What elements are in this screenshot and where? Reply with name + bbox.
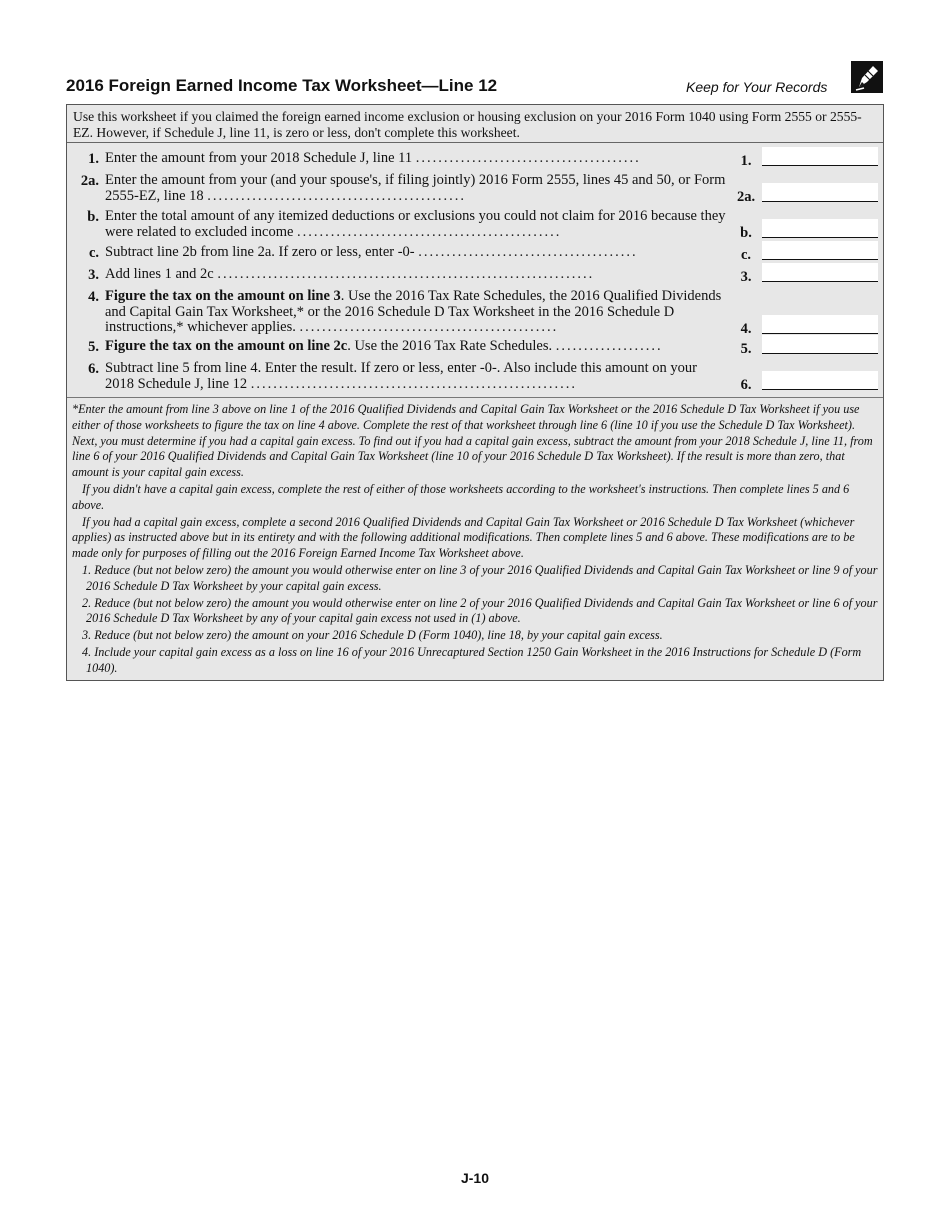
line-code: 3. — [740, 269, 752, 285]
worksheet-lines — [67, 143, 883, 397]
line-code: 6. — [740, 377, 752, 393]
line-code: 1. — [740, 153, 752, 169]
line-code: 2a. — [736, 189, 756, 205]
line-code: 5. — [740, 341, 752, 357]
line-4-amount-field[interactable] — [762, 315, 878, 334]
line-2b-amount-field[interactable] — [762, 219, 878, 238]
line-code: b. — [740, 225, 752, 241]
worksheet-intro: Use this worksheet if you claimed the foreign earned income exclusion or housing exclusion on your 2016 Form 1040 using Form 2555 or 2555-EZ. However, if Schedule J, line 11, is zero or less, don't complete this worksheet. — [67, 105, 883, 143]
line-2c-amount-field[interactable] — [762, 241, 878, 260]
line-number: 4. — [88, 289, 99, 305]
worksheet-notes — [67, 397, 883, 680]
worksheet-title: 2016 Foreign Earned Income Tax Worksheet—Line 12 — [66, 76, 498, 95]
line-number: b. — [87, 209, 99, 225]
line-number: 2a. — [80, 173, 99, 189]
pen-icon — [851, 61, 883, 93]
line-text: Enter the total amount of any itemized deductions or exclusions you could not claim for 2016 because they were related to excluded income ............................................... — [105, 208, 726, 240]
line-3-amount-field[interactable] — [762, 263, 878, 282]
line-text: Enter the amount from your 2018 Schedule J, line 11 ........................................ — [105, 150, 641, 166]
modification-item: 1. Reduce (but not below zero) the amount you would otherwise enter on line 3 of your 2016 Qualified Dividends and Capital Gain Tax Worksheet or line 9 of your 2016 Schedule D Tax Worksheet by your capital gain excess. — [82, 562, 878, 593]
line-text: Figure the tax on the amount on line 2c. Use the 2016 Tax Rate Schedules. ................... — [105, 338, 663, 354]
line-number: 5. — [88, 339, 99, 355]
line-2a-amount-field[interactable] — [762, 183, 878, 202]
worksheet-header — [66, 60, 886, 100]
keep-for-records-label: Keep for Your Records — [686, 79, 828, 95]
line-text: Figure the tax on the amount on line 3. Use the 2016 Tax Rate Schedules, the 2016 Qualified Dividends and Capital Gain Tax Worksheet,* or the 2016 Schedule D Tax Worksheet in the 2016 Schedule D instructions,* whichever applies. .............................................. — [105, 288, 722, 335]
line-number: c. — [88, 245, 99, 261]
line-text: Subtract line 2b from line 2a. If zero or less, enter -0- ....................................... — [105, 244, 638, 260]
note-paragraph: If you didn't have a capital gain excess, complete the rest of either of those worksheets according to the worksheet's instructions. Then complete lines 5 and 6 above. — [72, 481, 850, 512]
line-code: c. — [740, 247, 752, 263]
line-text: Enter the amount from your (and your spouse's, if filing jointly) 2016 Form 2555, lines 45 and 50, or Form 2555-EZ, line 18 .............................................. — [105, 172, 726, 204]
line-number: 6. — [88, 361, 99, 377]
modification-item: 2. Reduce (but not below zero) the amount you would otherwise enter on line 2 of your 2016 Qualified Dividends and Capital Gain Tax Worksheet or line 6 of your 2016 Schedule D Tax Worksheet by any of your capital gain excess not used in (1) above. — [82, 595, 878, 626]
line-number: 3. — [88, 267, 99, 283]
line-text: Add lines 1 and 2c ................................................................... — [105, 266, 595, 282]
line-code: 4. — [740, 321, 752, 337]
line-text: Subtract line 5 from line 4. Enter the result. If zero or less, enter -0-. Also include this amount on your 2018 Schedule J, line 12 .......................................................... — [105, 360, 697, 392]
note-paragraph: If you had a capital gain excess, complete a second 2016 Qualified Dividends and Capital Gain Tax Worksheet or 2016 Schedule D Tax Worksheet (whichever applies) as instructed above but in its entirety and with the following additional modifications. Then complete lines 5 and 6 above. These modifications are to be made only for purposes of filling out the 2016 Foreign Earned Income Tax Worksheet above. — [72, 514, 855, 561]
line-6-amount-field[interactable] — [762, 371, 878, 390]
modification-item: 3. Reduce (but not below zero) the amount on your 2016 Schedule D (Form 1040), line 18, by your capital gain excess. — [82, 628, 663, 643]
footnote: *Enter the amount from line 3 above on line 1 of the 2016 Qualified Dividends and Capital Gain Tax Worksheet or the 2016 Schedule D Tax Worksheet if you use either of those worksheets to figure the tax on line 4 above. Complete the rest of that worksheet through line 6 (line 10 if you use the Schedule D Tax Worksheet). Next, you must determine if you had a capital gain excess. To find out if you had a capital gain excess, subtract the amount from your 2018 Schedule J, line 11, from line 6 of your 2016 Qualified Dividends and Capital Gain Tax Worksheet (line 10 of your 2016 Schedule D Tax Worksheet). If the result is more than zero, that amount is your capital gain excess. — [72, 402, 873, 480]
modification-item: 4. Include your capital gain excess as a loss on line 16 of your 2016 Unrecaptured Section 1250 Gain Worksheet in the 2016 Instructions for Schedule D (Form 1040). — [82, 644, 862, 675]
page-number: J-10 — [460, 1170, 490, 1186]
worksheet-box — [66, 104, 884, 681]
line-1-amount-field[interactable] — [762, 147, 878, 166]
line-number: 1. — [88, 151, 99, 167]
line-5-amount-field[interactable] — [762, 335, 878, 354]
